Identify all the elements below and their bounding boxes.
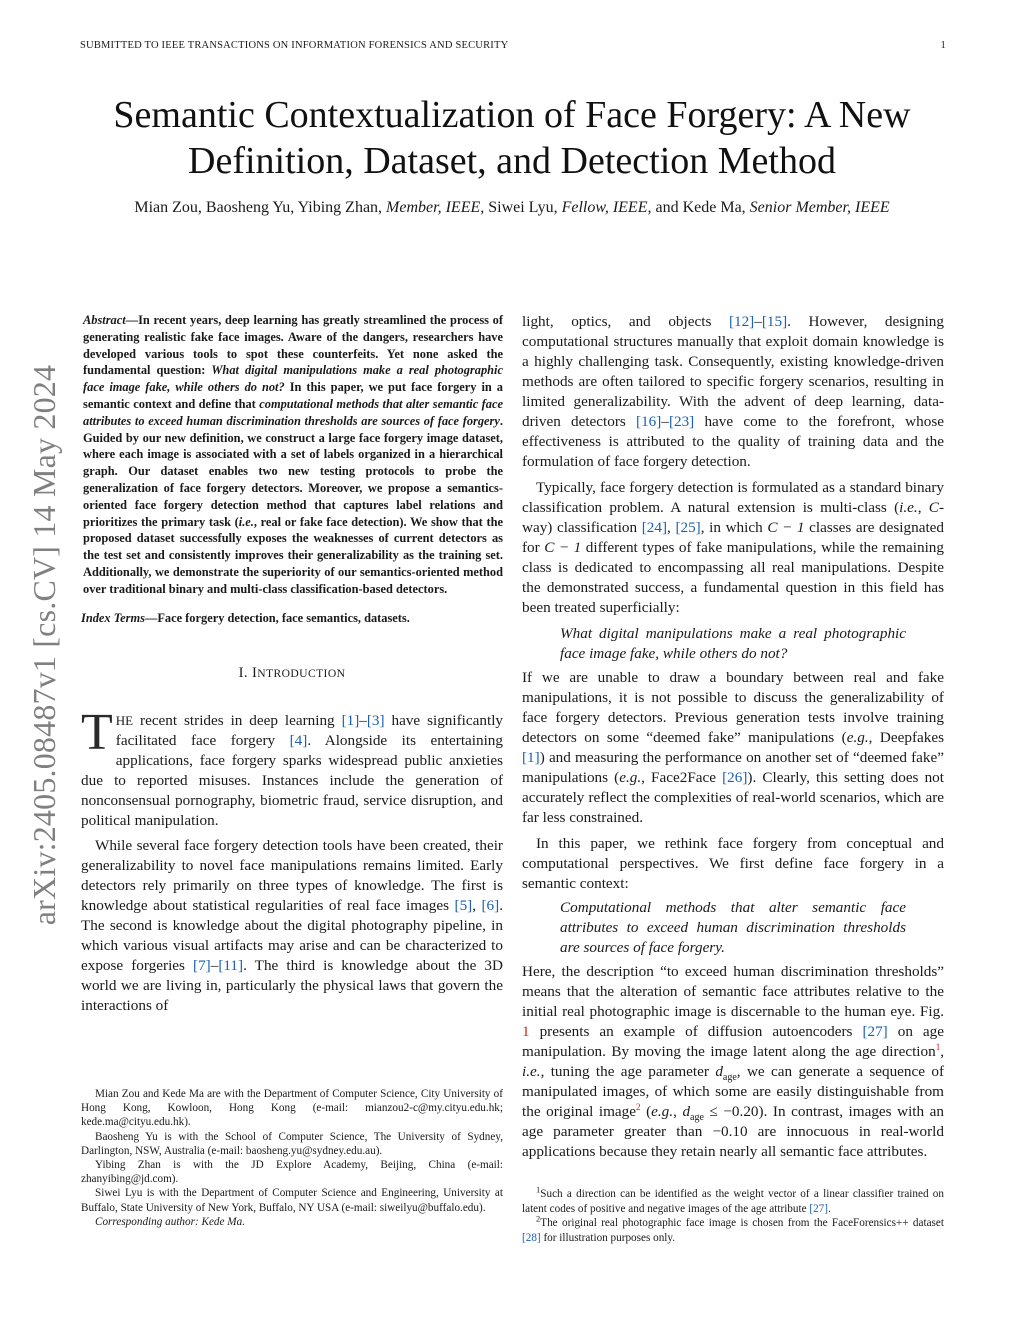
text: ( bbox=[640, 1103, 652, 1120]
citation-link[interactable]: [23] bbox=[668, 413, 695, 430]
index-terms-text: —Face forgery detection, face semantics, datasets. bbox=[144, 610, 410, 625]
running-header bbox=[80, 40, 946, 56]
text: While several face forgery detection tools have been created, their generalizability to novel face manipulations remains limited. Early detectors rely primarily on three types of knowledge. The first is knowledge about statistical regularities of real face images bbox=[81, 837, 503, 915]
text: ). Clearly, this setting does not accurately reflect the complexities of real-world scenarios, which are far less constrained. bbox=[522, 769, 944, 826]
quoted-question: What digital manipulations make a real photographic face image fake, while others do not? bbox=[560, 625, 906, 662]
citation-link[interactable]: [15] bbox=[761, 313, 788, 330]
right-paragraph-4: In this paper, we rethink face forgery from conceptual and computational perspectives. We first define face forgery in a semantic context: bbox=[522, 835, 944, 892]
citation-link[interactable]: [5] bbox=[454, 897, 473, 915]
text: . bbox=[828, 1202, 831, 1215]
text: e.g. bbox=[619, 769, 642, 786]
affiliation-footnote: Siwei Lyu is with the Department of Computer Science and Engineering, University at Buffalo, State University of New York, Buffalo, NY USA (e-mail: siweilyu@buffalo.edu). bbox=[81, 1187, 503, 1214]
abstract-ie: i.e. bbox=[238, 514, 254, 529]
right-paragraph-3 bbox=[522, 668, 944, 828]
abstract bbox=[81, 312, 503, 598]
math: d bbox=[682, 1103, 691, 1120]
citation-link[interactable]: [7] bbox=[193, 957, 211, 975]
left-column bbox=[81, 312, 503, 1016]
text: , tuning the age parameter bbox=[540, 1063, 716, 1080]
text: recent strides in deep learning bbox=[133, 712, 342, 730]
affiliation-footnote: Mian Zou and Kede Ma are with the Department of Computer Science, City University of Hong Kong, Kowloon, Hong Kong (e-mail: mianzou2-c@my.cityu.edu.hk; kede.ma@cityu.edu.hk). bbox=[81, 1088, 503, 1129]
abstract-label: Abstract bbox=[83, 313, 126, 327]
text: , bbox=[917, 499, 929, 516]
text: – bbox=[754, 313, 762, 330]
abstract-text: —In recent years, deep learning has greatly streamlined the process of generating realistic fake face images. Aware of the dangers, researchers have developed various tools to spot these counterfeits. Yet none asked the fundamental question: bbox=[83, 313, 503, 378]
text: . Alongside its entertaining applications, face forgery sparks widespread public anxieties due to reported misuses. Instances include the generation of nonconsensual pornography, biometric fraud, service disruption, and political manipulation. bbox=[81, 732, 503, 830]
citation-link[interactable]: [1] bbox=[522, 749, 540, 766]
section-first-letter: I bbox=[251, 665, 258, 682]
abstract-text: . Guided by our new definition, we construct a large face forgery image dataset, where each image is associated with a set of labels organized in a hierarchical graph. Our dataset enables two new testing protocols to probe the generalization of face forgery detectors. Moreover, we propose a semantics-oriented face forgery detection method that captures label relations and prioritizes the primary task ( bbox=[83, 413, 503, 529]
page-number: 1 bbox=[940, 40, 946, 51]
text: , bbox=[667, 519, 676, 536]
affiliation-footnote: Yibing Zhan is with the JD Explore Academy, Beijing, China (e-mail: zhanyibing@jd.com). bbox=[81, 1159, 503, 1186]
text: Here, the description “to exceed human discrimination thresholds” means that the alteration of semantic face attributes relative to the initial real photographic image is discernable to the human eye. Fig. bbox=[522, 963, 944, 1020]
right-paragraph-1 bbox=[522, 312, 944, 472]
citation-link[interactable]: [3] bbox=[366, 712, 385, 730]
text: i.e. bbox=[522, 1063, 541, 1080]
footnote-2 bbox=[522, 1213, 944, 1245]
corresponding-author: Corresponding author: Kede Ma. bbox=[95, 1215, 245, 1228]
right-paragraph-5 bbox=[522, 962, 944, 1162]
arxiv-stamp: arXiv:2405.08487v1 [cs.CV] 14 May 2024 bbox=[26, 364, 62, 926]
text: . The second is knowledge about the digital photography pipeline, in which various visual artifacts may arise and can be characterized to expose forgeries bbox=[81, 897, 504, 975]
text: on age manipulation. By moving the image latent along the age direction bbox=[522, 1023, 944, 1060]
text: The original real photographic face image is chosen from the FaceForensics++ dataset bbox=[540, 1217, 944, 1230]
text: presents an example of diffusion autoencoders bbox=[529, 1023, 863, 1040]
text: different types of fake manipulations, while the remaining class is dedicated to encompassing all real manipulations. Despite the demonstrated success, a fundamental question in this field has been treated superficially: bbox=[522, 539, 944, 616]
text: -way) classification bbox=[522, 499, 944, 536]
section-heading bbox=[81, 663, 503, 684]
affiliation-footnotes bbox=[81, 1087, 503, 1229]
footnote-1 bbox=[522, 1184, 944, 1216]
footnote-link[interactable]: 1 bbox=[935, 1041, 941, 1052]
math: C − 1 bbox=[544, 539, 582, 556]
text: classes are designated for bbox=[522, 519, 944, 556]
citation-link[interactable]: [26] bbox=[722, 769, 748, 786]
citation-link[interactable]: [28] bbox=[522, 1231, 541, 1244]
abstract-text: , real or fake face detection). We show that the proposed dataset successfully exposes the weaknesses of current detectors as the test set and consistently improves their generalizability as the training set. Additionally, we demonstrate the superiority of our semantics-oriented method over traditional binary and multi-class classification-based detectors. bbox=[83, 514, 503, 596]
section-numeral: I. bbox=[238, 665, 252, 682]
text: . The third is knowledge about the 3D world we are living in, particularly the physical laws that govern the interactions of bbox=[81, 957, 503, 1015]
citation-link[interactable]: [12] bbox=[728, 313, 755, 330]
citation-link[interactable]: [1] bbox=[341, 712, 360, 730]
text: have come to the forefront, whose effectiveness is attributed to the quality of training data and the formulation of face forgery detection. bbox=[522, 413, 944, 470]
footnotes bbox=[522, 1184, 944, 1245]
citation-link[interactable]: [16] bbox=[636, 413, 662, 430]
math-subscript: age bbox=[722, 1072, 737, 1084]
text: i.e. bbox=[899, 499, 918, 516]
text: light, optics, and objects bbox=[522, 313, 729, 330]
author-group-1: Mian Zou, Baosheng Yu, Yibing Zhan, bbox=[134, 199, 383, 216]
index-terms-label: Index Terms bbox=[81, 610, 145, 625]
citation-link[interactable]: [11] bbox=[218, 957, 244, 975]
text: – bbox=[210, 957, 219, 975]
quoted-definition: Computational methods that alter semantic face attributes to exceed human discrimination thresholds are sources of face forgery. bbox=[560, 899, 906, 956]
text: If we are unable to draw a boundary between real and fake manipulations, it is not possible to discuss the generalizability of face forgery detectors. Previous generation tests involve training detectors on some “deemed fake” manipulations ( bbox=[522, 669, 944, 746]
abstract-text: In this paper, we put face forgery in a semantic context and define that bbox=[83, 380, 503, 411]
text: , bbox=[472, 897, 482, 915]
text: , in which bbox=[700, 519, 768, 536]
affiliation-footnote: Baosheng Yu is with the School of Computer Science, The University of Sydney, Darlington, NSW, Australia (e-mail: baosheng.yu@sydney.edu.au). bbox=[81, 1130, 503, 1157]
author-role-1: Member, IEEE, bbox=[386, 199, 485, 216]
citation-link[interactable]: [4] bbox=[289, 732, 308, 750]
authors bbox=[100, 198, 924, 218]
author-group-2: Siwei Lyu, bbox=[488, 199, 558, 216]
author-role-3: Senior Member, IEEE bbox=[749, 199, 890, 216]
text: , we can generate a sequence of manipulated images, of which some are easily distinguishable from the original image bbox=[522, 1063, 945, 1120]
math: d bbox=[715, 1063, 723, 1080]
citation-link[interactable]: [6] bbox=[481, 897, 500, 915]
citation-link[interactable]: [27] bbox=[809, 1202, 828, 1215]
text: – bbox=[661, 413, 669, 430]
text: , bbox=[673, 1103, 683, 1120]
math-subscript: age bbox=[690, 1112, 704, 1124]
text: ) and measuring the performance on another set of “deemed fake” manipulations ( bbox=[522, 749, 944, 786]
abstract-question: What digital manipulations make a real photographic face image fake, while others do not? bbox=[83, 363, 503, 395]
math: C bbox=[928, 499, 939, 516]
text: e.g. bbox=[651, 1103, 674, 1120]
text: , Face2Face bbox=[641, 769, 723, 786]
text: for illustration purposes only. bbox=[540, 1231, 676, 1244]
author-role-2: Fellow, IEEE, bbox=[561, 199, 652, 216]
abstract-definition: computational methods that alter semantic face attributes to exceed human discrimination thresholds are sources of face forgery bbox=[83, 396, 503, 428]
citation-link[interactable]: [24] bbox=[641, 519, 668, 536]
author-group-3: and Kede Ma, bbox=[655, 199, 746, 216]
title-line-1: Semantic Contextualization of Face Forgery: A New bbox=[113, 94, 911, 136]
text: – bbox=[359, 712, 367, 730]
text: ≤ −0.20). In contrast, images with an age parameter greater than −0.10 are innocuous in real-world applications because they retain nearly all semantic face attributes. bbox=[522, 1103, 945, 1160]
citation-link[interactable]: [27] bbox=[862, 1023, 888, 1040]
section-title-rest: NTRODUCTION bbox=[257, 667, 346, 681]
text: . However, designing computational structures manually that exploit domain knowledge is a highly challenging task. Consequently, existing knowledge-driven methods are often tailored to specific forgery scenarios, resulting in limited generalizability. With the advent of deep learning, data-driven detectors bbox=[522, 313, 944, 430]
text: Typically, face forgery detection is formulated as a standard binary classification problem. A natural extension is multi-class ( bbox=[522, 479, 944, 516]
right-paragraph-2 bbox=[522, 478, 944, 618]
footnote-marker: 1 bbox=[536, 1184, 541, 1195]
paper-title bbox=[60, 92, 964, 184]
text: , Deepfakes bbox=[868, 729, 944, 746]
text: Such a direction can be identified as the weight vector of a linear classifier trained on latent codes of positive and negative images of the age attribute bbox=[522, 1188, 944, 1215]
intro-paragraph-1 bbox=[81, 704, 504, 831]
title-line-2: Definition, Dataset, and Detection Method bbox=[188, 140, 836, 182]
text: have significantly facilitated face forgery bbox=[115, 712, 504, 750]
citation-link[interactable]: [25] bbox=[675, 519, 701, 536]
running-title: SUBMITTED TO IEEE TRANSACTIONS ON INFORMATION FORENSICS AND SECURITY bbox=[80, 40, 509, 51]
right-column bbox=[522, 312, 944, 1162]
text: e.g. bbox=[846, 729, 869, 746]
footnote-link[interactable]: 2 bbox=[636, 1101, 641, 1112]
text: , bbox=[940, 1043, 944, 1060]
intro-paragraph-2 bbox=[81, 836, 503, 1016]
math: C − 1 bbox=[767, 519, 805, 536]
dropcap: T bbox=[81, 704, 113, 762]
index-terms bbox=[81, 610, 503, 627]
figure-link[interactable]: 1 bbox=[522, 1023, 530, 1040]
intro-caps: HE bbox=[115, 713, 134, 729]
footnote-marker: 2 bbox=[536, 1213, 541, 1224]
